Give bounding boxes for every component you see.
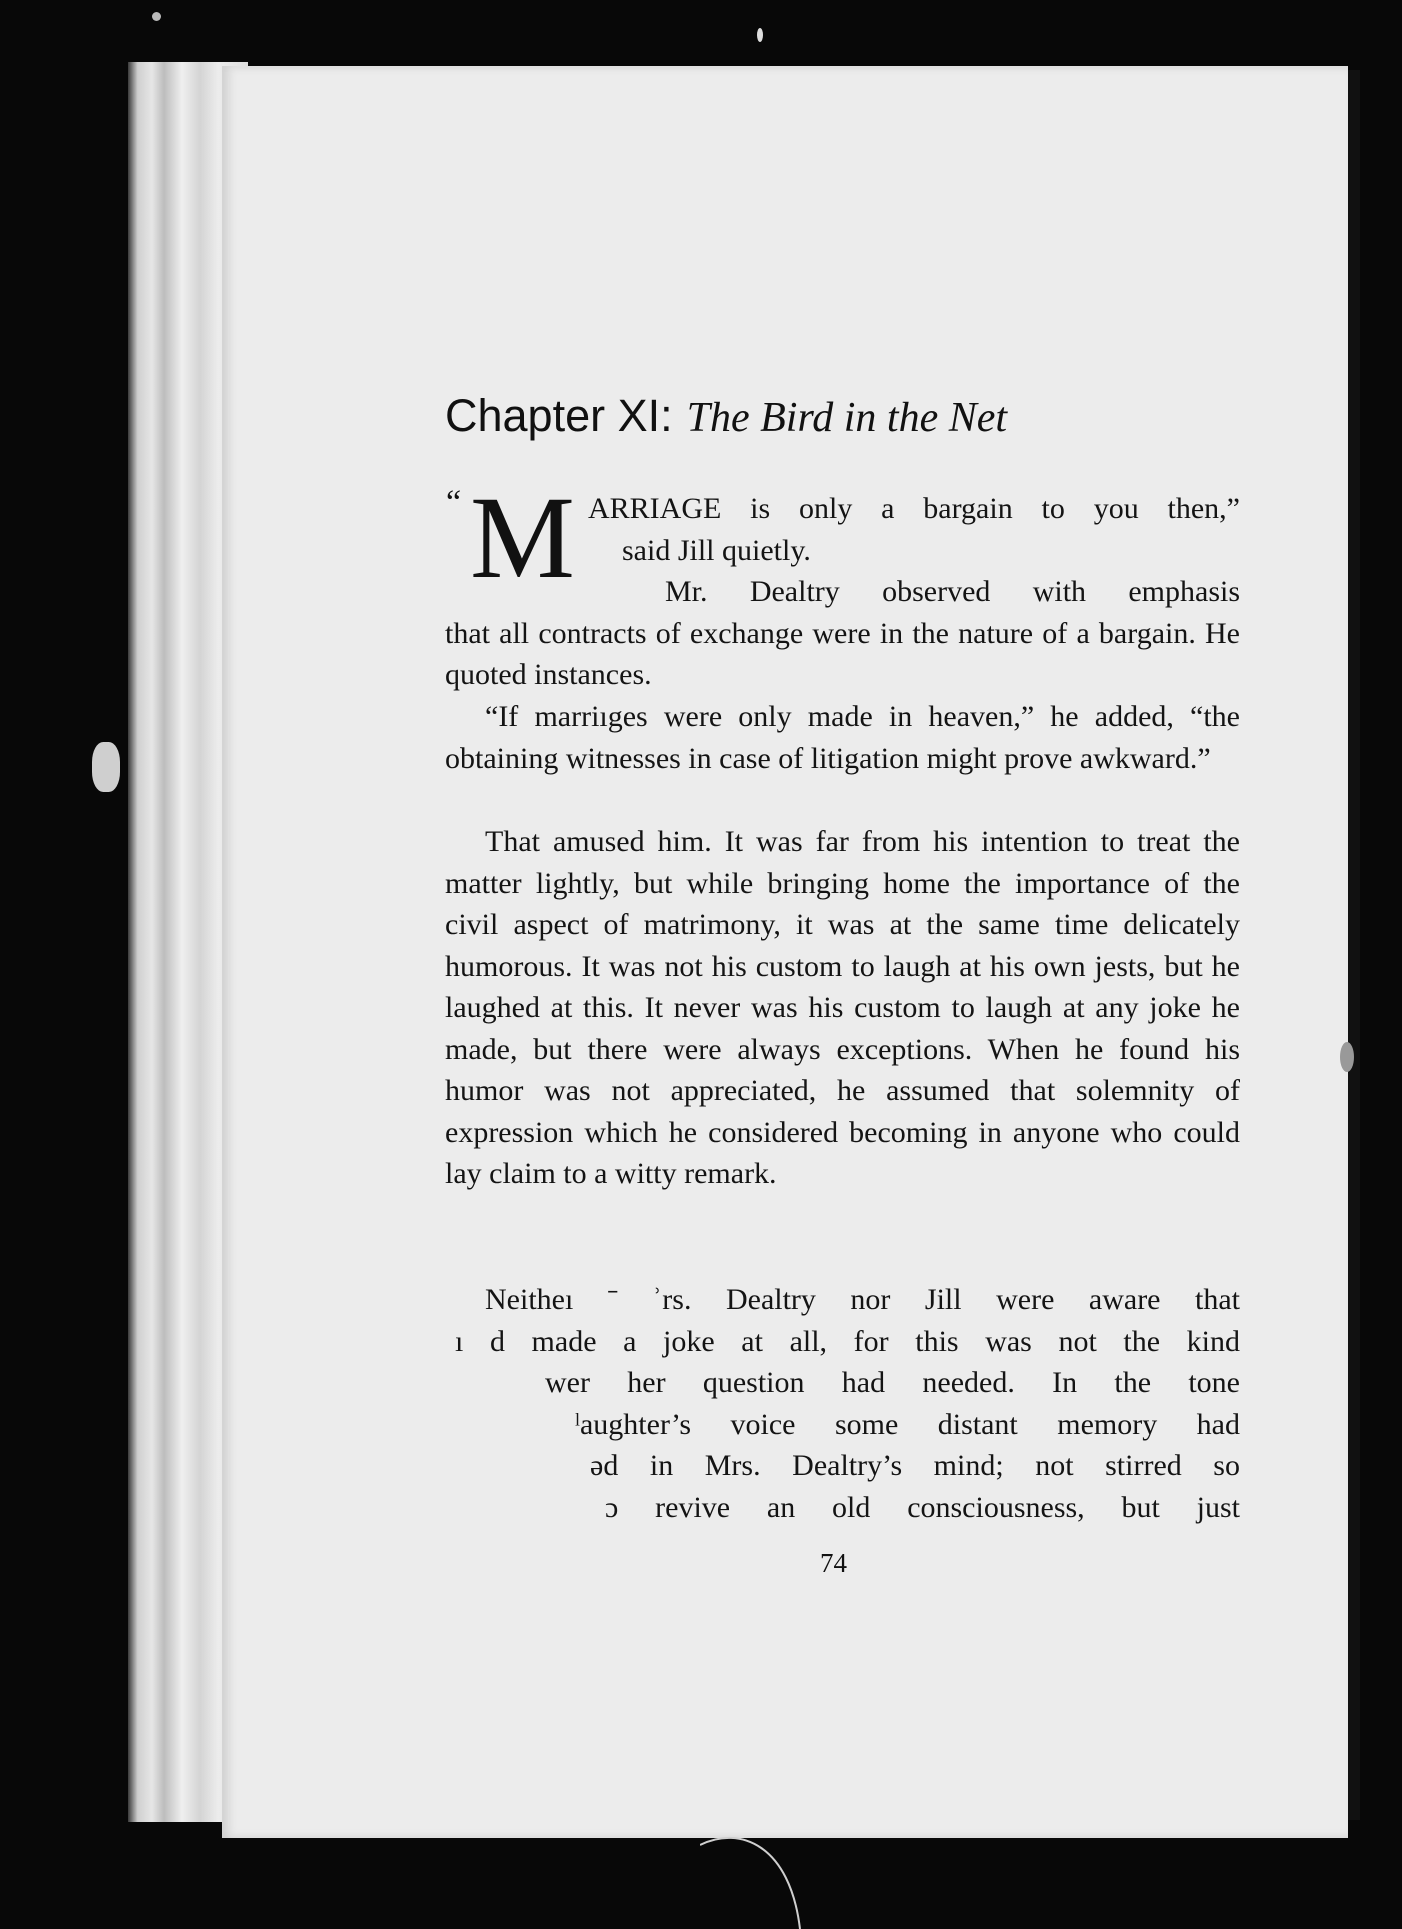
paragraph-4 <box>445 1279 1240 1528</box>
paragraph-1-body: that all contracts of exchange were in the nature of a bargain. He quoted instances. <box>445 616 1240 691</box>
dust-speck <box>152 12 161 21</box>
opening-line-1: ARRIAGE is only a bargain to you then,” <box>588 492 1240 525</box>
dust-speck <box>92 742 120 792</box>
facing-page-edge <box>1348 70 1360 1820</box>
chapter-heading <box>445 390 1007 442</box>
paragraph-4-line-4: ˡaughter’s voice some distant memory had <box>575 1407 1240 1441</box>
paragraph-4-line-2: ı ԁ made a joke at all, for this was not the kind <box>455 1324 1240 1358</box>
drop-cap: M <box>470 472 575 603</box>
paragraph-4-line-5: əd in Mrs. Dealtry’s mind; not stirred so <box>590 1449 1240 1482</box>
paragraph-2: “If marriıges were only made in heaven,” he added, “the obtaining witnesses in case of litigation might prove awkward.” <box>445 700 1240 775</box>
dust-speck <box>757 28 763 42</box>
opening-quote-mark: “ <box>446 484 462 521</box>
paragraph-1 <box>445 571 1240 696</box>
dust-speck <box>1340 1042 1354 1072</box>
paragraph-4-line-3: wer her question had needed. In the tone <box>545 1366 1240 1399</box>
opening-line-2: said Jill quietly. <box>622 533 811 567</box>
chapter-number: Chapter XI: <box>445 390 673 441</box>
paragraph-3: That amused him. It was far from his intention to treat the matter lightly, but while bringing home the importance of the civil aspect of matrimony, it was at the same time delicately humorous. It was not his custom to laugh at his own jests, but he laughed at this. It never was his custom to laugh at any joke he made, but there were always exceptions. When he found his humor was not appreciated, he assumed that solemnity of expression which he considered becoming in anyone who could lay claim to a witty remark. <box>445 825 1240 1190</box>
paragraph-4-line-6: ɔ revive an old consciousness, but just <box>605 1490 1240 1524</box>
page-number: 74 <box>820 1548 847 1578</box>
paragraph-1-line-1: Mr. Dealtry observed with emphasis <box>665 575 1240 608</box>
chapter-title: The Bird in the Net <box>686 395 1008 441</box>
binding-curve <box>700 1825 810 1929</box>
paragraph-4-line-1: Neitheı ˉ ʾrs. Dealtry nor Jill were aware that <box>485 1283 1240 1316</box>
opening-lines <box>588 488 1240 571</box>
